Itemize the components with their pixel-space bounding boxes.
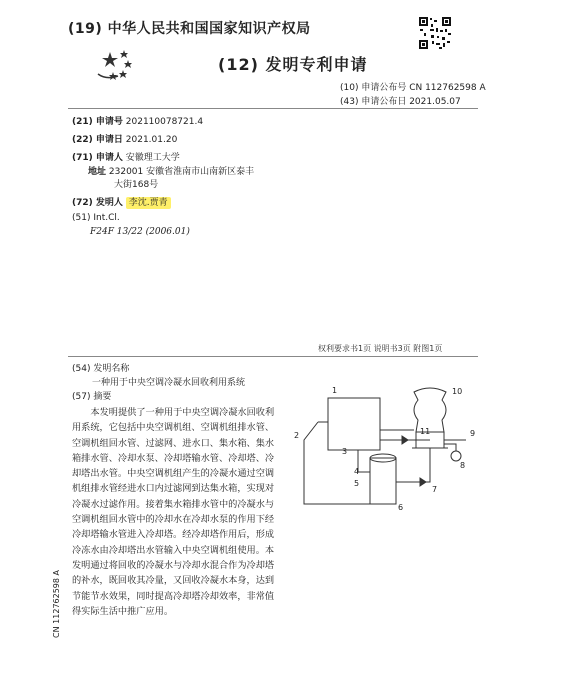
figure-label-5: 5 [354,479,360,488]
inventor-label: (72) 发明人 [72,198,123,208]
address-line1: 232001 安徽省淮南市山南新区泰丰 [108,167,255,177]
figure-label-7: 7 [432,485,438,494]
header-divider [68,108,478,109]
address-line2: 大街168号 [114,180,159,190]
side-publication-number: CN 112762598 A [52,570,61,638]
system-diagram [280,382,490,532]
application-date-label: (22) 申请日 [72,135,123,145]
figure-label-3: 3 [342,447,348,456]
water-tank-shape [370,458,396,504]
abstract-text: 本发明提供了一种用于中央空调冷凝水回收利用系统，它包括中央空调机组、空调机组排水管、空调机组回水管、过滤网、进水口、集水箱、集水箱排水管、冷却水泵、冷却塔输水管、冷却塔、冷却塔出水管。中央空调机组产生的冷凝水通过空调机组排水管经进水口内过滤网到达集水箱，实现对冷凝水过滤作用。接着集水箱排水管中的冷凝水与空调机组回水管中的冷却水在冷却水泵的作用下经冷却塔输水管进入冷却塔。经冷却塔作用后，形成冷冻水由冷却塔出水管输入中央空调机组使用。本发明通过将回收的冷凝水与冷却水混合作为冷却塔的补水，既回收其冷量，又回收冷凝水本身，达到节能节水效果，同时提高冷却塔冷却效率，非常值得实际生活中推广应用。 [72,407,275,617]
document-type: (12) 发明专利申请 [218,55,368,74]
applicant-row [72,150,180,163]
ac-unit-box [328,398,380,450]
ipc-classification: F24F 13/22 (2006.01) [90,227,190,237]
title-label: (54) 发明名称 [72,364,130,374]
address-row [88,164,254,177]
office-name: (19) 中华人民共和国国家知识产权局 [68,21,311,37]
int-cl-label: (51) Int.Cl. [72,213,120,223]
application-number-row [72,114,203,127]
invention-title: 一种用于中央空调冷凝水回收利用系统 [92,378,246,388]
figure-label-6: 6 [398,503,404,512]
figure-label-10: 10 [452,387,463,396]
figure-label-9: 9 [470,429,476,438]
abstract-label: (57) 摘要 [72,392,112,402]
publication-number: (10) 申请公布号 CN 112762598 A [340,83,486,93]
qr-code-icon [418,16,452,50]
national-emblem-icon [96,46,134,82]
cooling-tower-shape [414,388,446,432]
application-date-row [72,132,177,145]
application-number: 202110078721.4 [125,117,204,127]
section-divider [68,356,478,357]
pump-shape [451,451,461,461]
inventor-names: 李沈.贾青 [126,197,171,209]
inventor-row [72,195,171,208]
figure-label-4: 4 [354,467,360,476]
publication-date: (43) 申请公布日 2021.05.07 [340,97,461,107]
application-date: 2021.01.20 [125,135,178,145]
figure-label-11: 11 [420,427,431,436]
figure-label-8: 8 [460,461,466,470]
applicant: 安徽理工大学 [125,153,180,163]
address-label: 地址 [88,167,107,177]
figure-label-2: 2 [294,431,300,440]
page-counts: 权利要求书1页 说明书3页 附图1页 [318,344,443,353]
figure-label-1: 1 [332,386,338,395]
applicant-label: (71) 申请人 [72,153,123,163]
application-number-label: (21) 申请号 [72,117,123,127]
